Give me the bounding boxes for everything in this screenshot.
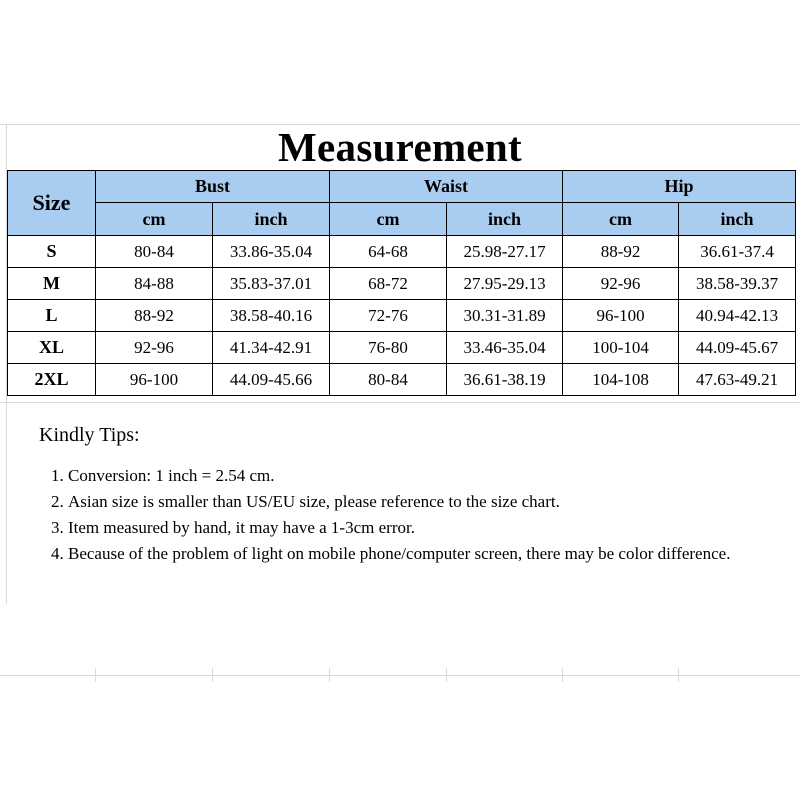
- table-row: [8, 364, 796, 396]
- grid-line: [446, 668, 447, 682]
- table-cell: 88-92: [563, 236, 679, 268]
- table-cell: 33.46-35.04: [447, 332, 563, 364]
- table-cell: 88-92: [96, 300, 213, 332]
- table-cell: 72-76: [330, 300, 447, 332]
- unit-header: cm: [96, 203, 213, 236]
- header-row-groups: [8, 171, 796, 203]
- table-cell: 80-84: [330, 364, 447, 396]
- table-cell: 30.31-31.89: [447, 300, 563, 332]
- bust-group-header: Bust: [96, 171, 330, 203]
- table-row: [8, 236, 796, 268]
- table-cell: 80-84: [96, 236, 213, 268]
- unit-header: inch: [679, 203, 796, 236]
- grid-line: [95, 668, 96, 682]
- tip-item: 4. Because of the problem of light on mobile phone/computer screen, there may be color difference.: [68, 541, 739, 567]
- size-cell: M: [8, 268, 96, 300]
- page-title: Measurement: [278, 124, 522, 170]
- hip-group-header: Hip: [563, 171, 796, 203]
- table-cell: 36.61-37.4: [679, 236, 796, 268]
- table-cell: 84-88: [96, 268, 213, 300]
- table-cell: 92-96: [96, 332, 213, 364]
- table-cell: 35.83-37.01: [213, 268, 330, 300]
- size-chart-table: [7, 170, 796, 396]
- table-cell: 27.95-29.13: [447, 268, 563, 300]
- grid-line: [0, 402, 800, 403]
- grid-line: [212, 668, 213, 682]
- table-cell: 47.63-49.21: [679, 364, 796, 396]
- table-row: [8, 300, 796, 332]
- table-cell: 96-100: [96, 364, 213, 396]
- table-cell: 25.98-27.17: [447, 236, 563, 268]
- grid-line: [0, 675, 800, 676]
- table-cell: 33.86-35.04: [213, 236, 330, 268]
- table-cell: 92-96: [563, 268, 679, 300]
- table-cell: 44.09-45.66: [213, 364, 330, 396]
- table-row: [8, 332, 796, 364]
- table-cell: 100-104: [563, 332, 679, 364]
- tip-item: 2. Asian size is smaller than US/EU size, please reference to the size chart.: [68, 489, 739, 515]
- grid-line: [562, 668, 563, 682]
- table-cell: 44.09-45.67: [679, 332, 796, 364]
- unit-header: cm: [563, 203, 679, 236]
- table-cell: 38.58-40.16: [213, 300, 330, 332]
- size-cell: L: [8, 300, 96, 332]
- table-cell: 76-80: [330, 332, 447, 364]
- size-column-header: Size: [8, 171, 96, 236]
- table-cell: 64-68: [330, 236, 447, 268]
- unit-header: inch: [213, 203, 330, 236]
- grid-line: [329, 668, 330, 682]
- grid-line: [678, 668, 679, 682]
- table-cell: 68-72: [330, 268, 447, 300]
- waist-group-header: Waist: [330, 171, 563, 203]
- unit-header: cm: [330, 203, 447, 236]
- kindly-tips: [39, 424, 739, 567]
- size-cell: 2XL: [8, 364, 96, 396]
- table-cell: 36.61-38.19: [447, 364, 563, 396]
- header-row-units: [8, 203, 796, 236]
- unit-header: inch: [447, 203, 563, 236]
- tips-list: [39, 463, 739, 567]
- table-row: [8, 268, 796, 300]
- table-cell: 96-100: [563, 300, 679, 332]
- size-cell: XL: [8, 332, 96, 364]
- size-cell: S: [8, 236, 96, 268]
- tip-item: 3. Item measured by hand, it may have a 1-3cm error.: [68, 515, 739, 541]
- table-cell: 38.58-39.37: [679, 268, 796, 300]
- tip-item: 1. Conversion: 1 inch = 2.54 cm.: [68, 463, 739, 489]
- table-cell: 104-108: [563, 364, 679, 396]
- table-cell: 40.94-42.13: [679, 300, 796, 332]
- tips-title: Kindly Tips:: [39, 424, 140, 446]
- table-cell: 41.34-42.91: [213, 332, 330, 364]
